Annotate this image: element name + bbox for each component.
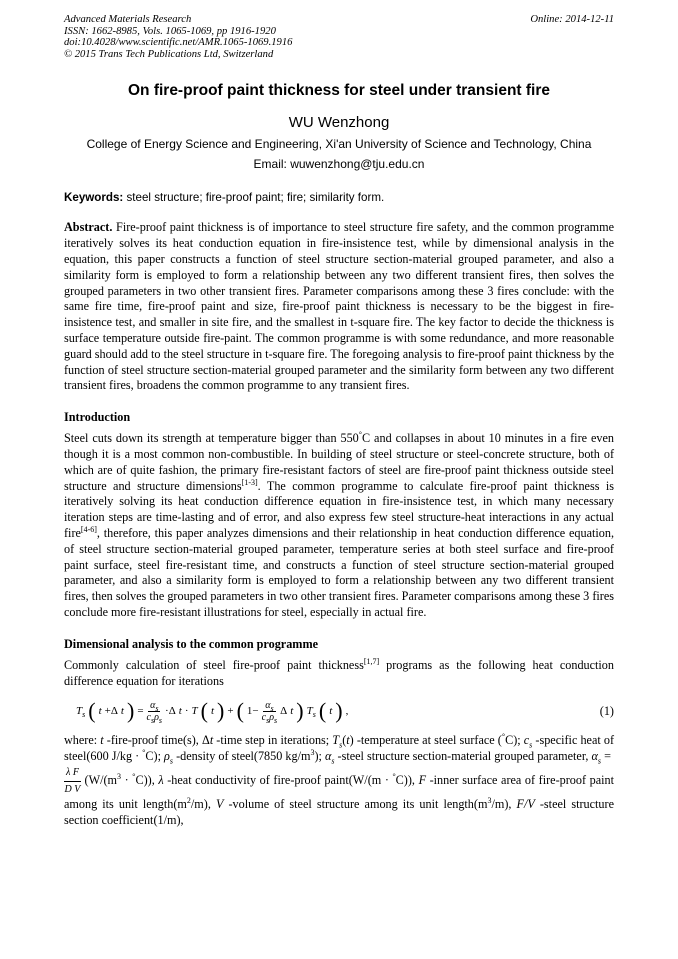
keywords-label: Keywords:	[64, 191, 124, 205]
variable-definitions: where: t -fire-proof time(s), Δt -time step in iterations; $T_s(t)$ -temperature at steel surface (°C); $c_s$ -specific heat of steel(600 J/kg · °C); $\rho_s$ -density of steel(7850 $kg/m^3$); $\alpha_s$ -steel structure section-material grouped parameter, $\alpha_s$ = $\frac{\text{λ F}}{\text{D V}}$ $(W/(m^3 \cdot ^\circ C))$, λ -heat conductivity of fire-proof paint(W/(m · °C)), F -inner surface area of fire-proof paint among its unit $length(m^2/m)$, V -volume of steel structure among its unit $length(m^3/m)$, F/V -steel structure section coefficient(1/m),	[64, 732, 615, 828]
doi-line: doi:10.4028/www.scientific.net/AMR.1065-1069.1916	[64, 37, 293, 49]
paper-page	[64, 14, 614, 829]
introduction-heading: Introduction	[64, 410, 131, 425]
author-name: WU Wenzhong	[288, 114, 390, 132]
copyright-line: © 2015 Trans Tech Publications Ltd, Switzerland	[64, 48, 274, 60]
equation-1	[76, 691, 614, 731]
introduction-paragraph: Steel cuts down its strength at temperature bigger than 550°C and collapses in about 10 minutes in a fire even though it is a most common non-combustible. In building of steel structure or steel-concrete structure, both of which are of quite fashion, the primary fire-resistant factors of steel are fire-proof paint thickness outside steel structure and structure dimensions[1-3]. The common programme to calculate fire-proof paint thickness is iteratively solving its heat conduction difference equation in fire-insistence test, in which many necessary iteration steps are time-lasting and of error, and also express few steel structure-heat interactions in any actual fire[4-6], therefore, this paper analyzes dimensions and their relationship in heat conduction difference equation, of steel structure section-material grouped parameter, temperature series at both steel surface and fire-proof paint surface, steel fire-resistant time, and constructs a function of steel structure section-material grouped parameter, and also a similarity form is employed to form a relationship between any two different transient fires, then solves the grouped parameters in two other transient fires. Parameter comparisons among these 3 fires conclude more fire-resistant illustrations for steel, especially in actual fire.	[64, 430, 614, 619]
section-2-paragraph: Commonly calculation of steel fire-proof paint thickness[1,7] programs as the following heat conduction difference equation for iterations	[64, 656, 614, 688]
citation-1-3: [1-3]	[241, 477, 258, 487]
journal-name: Advanced Materials Research	[64, 14, 192, 25]
citation-1-7: [1,7]	[363, 656, 380, 666]
affiliation: College of Energy Science and Engineering, Xi'an University of Science and Technology, China	[86, 137, 592, 152]
abstract-text: Fire-proof paint thickness is of importance to steel structure fire safety, and the common programme iteratively solves its heat conduction equation in fire-insistence test, while by dimensional analysis in the equation, this paper constructs a function of steel structure section-material grouped parameter, and also a similarity form is employed to form a relationship between any two different transient fires, then solves the grouped parameters in two other transient fires. Parameter comparisons among these 3 fires conclude: with the same fire time, fire-proof paint and size, fire-proof paint thickness is necessary to be the biggest in fire-insistence test, and smaller in site fire, and the smallest in t-square fire. The key factor to decide the thickness is surface temperature outside fire-paint. The common programme is with some redundance, and more reasonable guard should add to the steel structure in t-square fire. The foregoing analysis to fire-proof paint thickness by the function of steel structure section-material grouped parameter and the similarity form between any two different transient fires, broadens the common programme to any transient fires.	[64, 220, 614, 393]
journal-header	[64, 14, 614, 60]
abstract-label: Abstract.	[64, 220, 113, 235]
online-date: Online: 2014-12-11	[530, 14, 614, 25]
keywords	[64, 191, 614, 204]
paper-title: On fire-proof paint thickness for steel under transient fire	[127, 82, 550, 100]
keywords-text: steel structure; fire-proof paint; fire; similarity form.	[123, 191, 385, 205]
equation-body: $T_s$ ( t +Δ t ) = $\frac{\alpha_s}{c_s\rho_s}$ ·Δ t · T ( t ) + ( 1− $\frac{\alpha_s}{c_s\rho_s}$ Δ t ) $T_s$ ( t ) ,	[76, 698, 349, 725]
abstract	[64, 220, 614, 394]
issn-line: ISSN: 1662-8985, Vols. 1065-1069, pp 1916-1920	[64, 25, 276, 37]
equation-number: (1)	[599, 703, 614, 718]
section-2-heading: Dimensional analysis to the common programme	[64, 636, 319, 651]
author-email: Email: wuwenzhong@tju.edu.cn	[253, 157, 425, 172]
citation-4-6: [4-6]	[80, 524, 97, 534]
